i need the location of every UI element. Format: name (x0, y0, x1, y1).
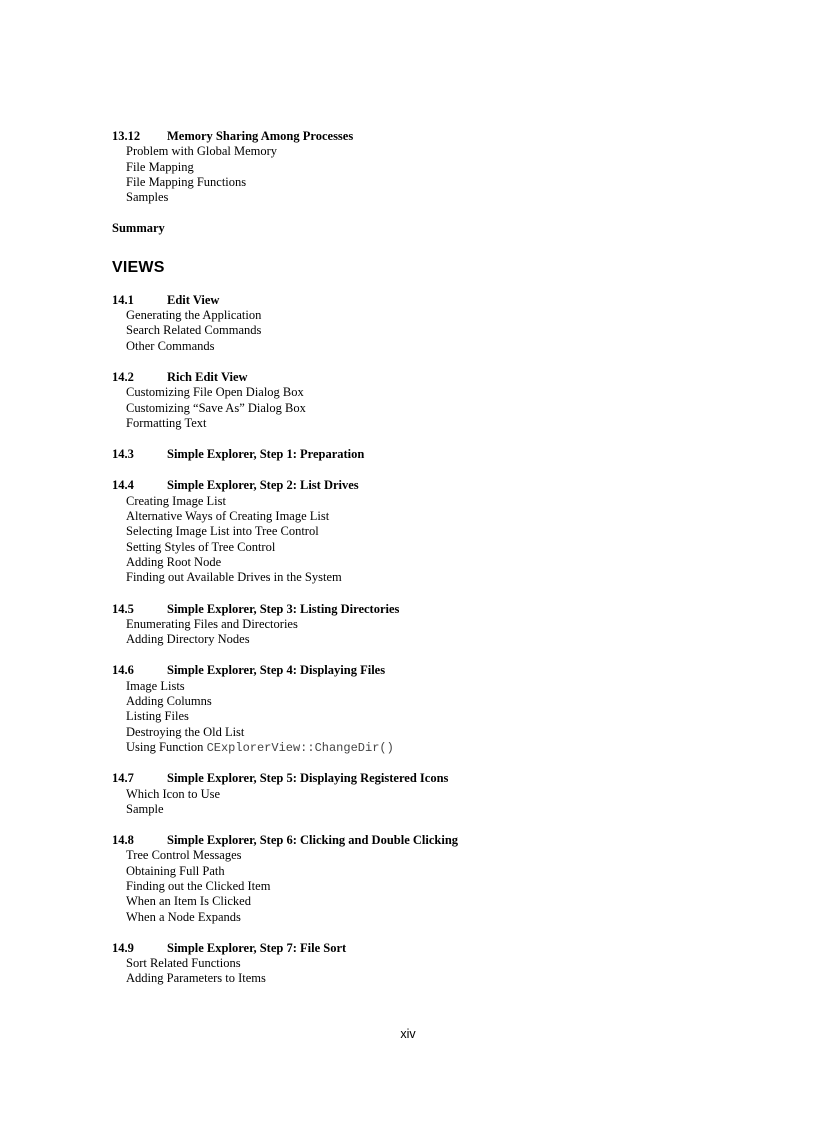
section-heading (112, 771, 762, 786)
section-heading (112, 370, 762, 385)
subsection-item: Selecting Image List into Tree Control (126, 524, 319, 539)
section-heading (112, 941, 762, 956)
section-heading (112, 833, 762, 848)
subsection-item: Which Icon to Use (126, 786, 221, 801)
subsection-item: Search Related Commands (126, 323, 262, 338)
subsection-item: Adding Directory Nodes (126, 632, 250, 647)
section-number: 14.1 (112, 292, 134, 307)
subsection-item: Alternative Ways of Creating Image List (126, 509, 330, 524)
section-number: 14.6 (112, 663, 134, 678)
section-number: 14.5 (112, 601, 134, 616)
subsection-item: Customizing File Open Dialog Box (126, 385, 304, 400)
subsection-item: Other Commands (126, 338, 215, 353)
subsection-item: Tree Control Messages (126, 848, 242, 863)
subsection-item: When a Node Expands (126, 909, 241, 924)
subsection-item: Problem with Global Memory (126, 144, 278, 159)
section-title: Memory Sharing Among Processes (167, 129, 354, 143)
spacer (112, 755, 762, 771)
toc-section (112, 478, 762, 585)
spacer (112, 817, 762, 833)
section-number: 14.2 (112, 369, 134, 384)
subsection-item: Adding Columns (126, 694, 212, 709)
section-title: Edit View (167, 292, 220, 307)
section-title: Simple Explorer, Step 6: Clicking and Double Clicking (167, 833, 459, 848)
chapter-title: VIEWS (112, 258, 165, 276)
toc-section (112, 370, 762, 431)
code-function-name: CExplorerView::ChangeDir() (206, 740, 394, 755)
section-title: Simple Explorer, Step 4: Displaying Files (167, 663, 386, 678)
subsection-item: Adding Root Node (126, 554, 222, 569)
spacer (112, 431, 762, 447)
subsection-item: File Mapping Functions (126, 174, 247, 189)
subsection-item: Enumerating Files and Directories (126, 616, 298, 631)
spacer (112, 354, 762, 370)
spacer (112, 205, 762, 221)
subsection-item: Finding out the Clicked Item (126, 878, 271, 893)
page-number: xiv (400, 1027, 416, 1041)
subsection-item: Adding Parameters to Items (126, 971, 266, 986)
toc-section (112, 602, 762, 648)
table-of-contents (112, 129, 762, 987)
subsection-item (112, 740, 762, 755)
subsection-item: Customizing “Save As” Dialog Box (126, 400, 306, 415)
section-heading (112, 293, 762, 308)
section-number: 14.7 (112, 771, 134, 786)
subsection-item: When an Item Is Clicked (126, 894, 251, 909)
subsection-item: Samples (126, 190, 169, 205)
toc-section (112, 771, 762, 817)
toc-section (112, 293, 762, 354)
section-number: 14.3 (112, 447, 134, 462)
subsection-item: Finding out Available Drives in the System (126, 570, 342, 585)
subsection-item: Creating Image List (126, 493, 226, 508)
section-number: 14.9 (112, 940, 134, 955)
toc-section (112, 833, 762, 925)
subsection-item: Formatting Text (126, 415, 207, 430)
subsection-item: Image Lists (126, 678, 185, 693)
subsection-item: Sort Related Functions (126, 956, 241, 971)
section-title: Simple Explorer, Step 1: Preparation (167, 447, 365, 462)
toc-section (112, 941, 762, 987)
summary-heading: Summary (112, 221, 165, 236)
toc-section (112, 447, 762, 462)
spacer (112, 925, 762, 941)
section-number: 14.8 (112, 833, 134, 848)
section-title: Simple Explorer, Step 7: File Sort (167, 940, 347, 955)
subsection-item: Listing Files (126, 709, 189, 724)
subsection-item: Setting Styles of Tree Control (126, 539, 276, 554)
section-title: Simple Explorer, Step 3: Listing Directories (167, 601, 400, 616)
section-heading (112, 602, 762, 617)
section-number: 13.12 (112, 129, 141, 143)
toc-section (112, 129, 762, 205)
section-title: Simple Explorer, Step 2: List Drives (167, 478, 359, 493)
section-heading (112, 129, 762, 144)
section-number: 14.4 (112, 478, 134, 493)
section-title: Rich Edit View (167, 369, 248, 384)
subsection-item: Obtaining Full Path (126, 863, 225, 878)
subsection-item: Sample (126, 801, 164, 816)
section-heading (112, 663, 762, 678)
pre-sections (112, 129, 762, 205)
subsection-item: Destroying the Old List (126, 724, 245, 739)
spacer (112, 462, 762, 478)
subsection-item: Generating the Application (126, 308, 262, 323)
spacer (112, 586, 762, 602)
toc-section (112, 663, 762, 755)
subsection-item-prefix: Using Function (126, 739, 207, 754)
spacer (112, 647, 762, 663)
chapter-sections (112, 293, 762, 987)
section-heading (112, 478, 762, 493)
section-title: Simple Explorer, Step 5: Displaying Registered Icons (167, 771, 449, 786)
subsection-item: File Mapping (126, 159, 194, 174)
section-heading (112, 447, 762, 462)
